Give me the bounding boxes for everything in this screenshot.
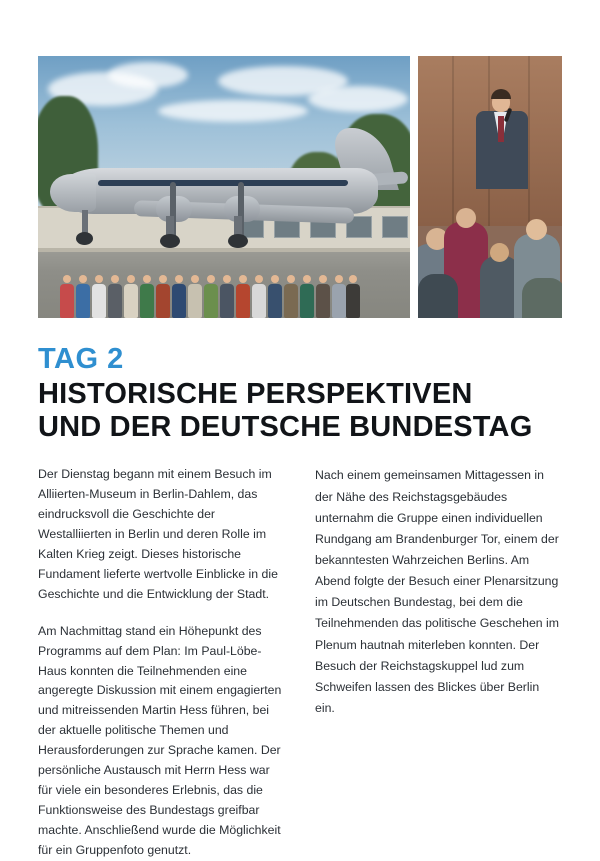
person xyxy=(92,275,106,318)
person xyxy=(60,275,74,318)
person xyxy=(332,275,346,318)
nose-gear xyxy=(82,210,88,234)
page-title xyxy=(38,378,562,443)
person xyxy=(108,275,122,318)
photo-group-airplane xyxy=(38,56,410,318)
headline-block xyxy=(38,344,562,443)
paragraph: Am Nachmittag stand ein Höhepunkt des Programms auf dem Plan: Im Paul-Löbe-Haus konnten die Teilnehmenden eine angeregte Diskussion mit einem engagierten und mitreissenden Martin Hess führen, bei der aktuelle politische Themen und Herausforderungen zur Sprache kamen. Der persönliche Austausch mit Herrn Hess war für viele ein besonderes Erlebnis, das die Funktionsweise des Bundestags greifbar machte. Anschließend wurde die Möglichkeit für ein Gruppenfoto genutzt. xyxy=(38,623,282,857)
paragraph: Nach einem gemeinsamen Mittagessen in der Nähe des Reichstagsgebäudes unternahm die Gruppe einen individuellen Rundgang am Brandenburger Tor, einem der bekanntesten Wahrzeichen Berlins. Am Abend folgte der Besuch einer Plenarsitzung im Deutschen Bundestag, bei dem die Teilnehmenden das politische Geschehen im Plenum hautnah miterleben konnten. Der Besuch der Reichstagskuppel lud zum Schweifen lassen des Blickes über Berlin ein. xyxy=(315,468,560,715)
cloud xyxy=(158,100,308,122)
person xyxy=(236,275,250,318)
audience-person xyxy=(522,278,562,318)
audience-head xyxy=(526,219,547,240)
person xyxy=(76,275,90,318)
person xyxy=(172,275,186,318)
cloud xyxy=(308,86,408,112)
person xyxy=(140,275,154,318)
person xyxy=(252,275,266,318)
cloud xyxy=(108,62,188,88)
body-column-right xyxy=(315,465,562,860)
airplane-stripe xyxy=(98,180,349,186)
wheel xyxy=(228,234,248,248)
photo-speaker-audience xyxy=(418,56,562,318)
person xyxy=(316,275,330,318)
audience-head xyxy=(456,208,476,228)
page-title-line-1: HISTORISCHE PERSPEKTIVEN xyxy=(38,378,473,411)
body-column-left xyxy=(38,465,285,860)
wheel xyxy=(160,234,180,248)
building-window xyxy=(382,216,408,238)
person xyxy=(220,275,234,318)
body-columns xyxy=(38,465,562,860)
person xyxy=(188,275,202,318)
page-title-line-2: UND DER DEUTSCHE BUNDESTAG xyxy=(38,410,533,443)
paragraph: Der Dienstag begann mit einem Besuch im Alliierten-Museum in Berlin-Dahlem, das eindrucksvoll die Geschichte der Westalliierten in Berlin und deren Rolle im Kalten Krieg zeigt. Dieses historische Fundament lieferte wertvolle Einblicke in die Geschichte und die Entwicklung der Stadt. xyxy=(38,467,278,601)
page-kicker: TAG 2 xyxy=(38,343,124,375)
audience-head xyxy=(490,243,509,262)
airplane-nose xyxy=(50,174,96,212)
person xyxy=(284,275,298,318)
audience-person xyxy=(418,274,458,318)
person xyxy=(268,275,282,318)
person xyxy=(346,275,360,318)
person xyxy=(156,275,170,318)
audience xyxy=(418,188,562,318)
tour-group xyxy=(60,264,360,318)
wheel xyxy=(76,232,93,245)
person xyxy=(300,275,314,318)
person xyxy=(204,275,218,318)
person xyxy=(124,275,138,318)
image-row xyxy=(38,0,562,318)
